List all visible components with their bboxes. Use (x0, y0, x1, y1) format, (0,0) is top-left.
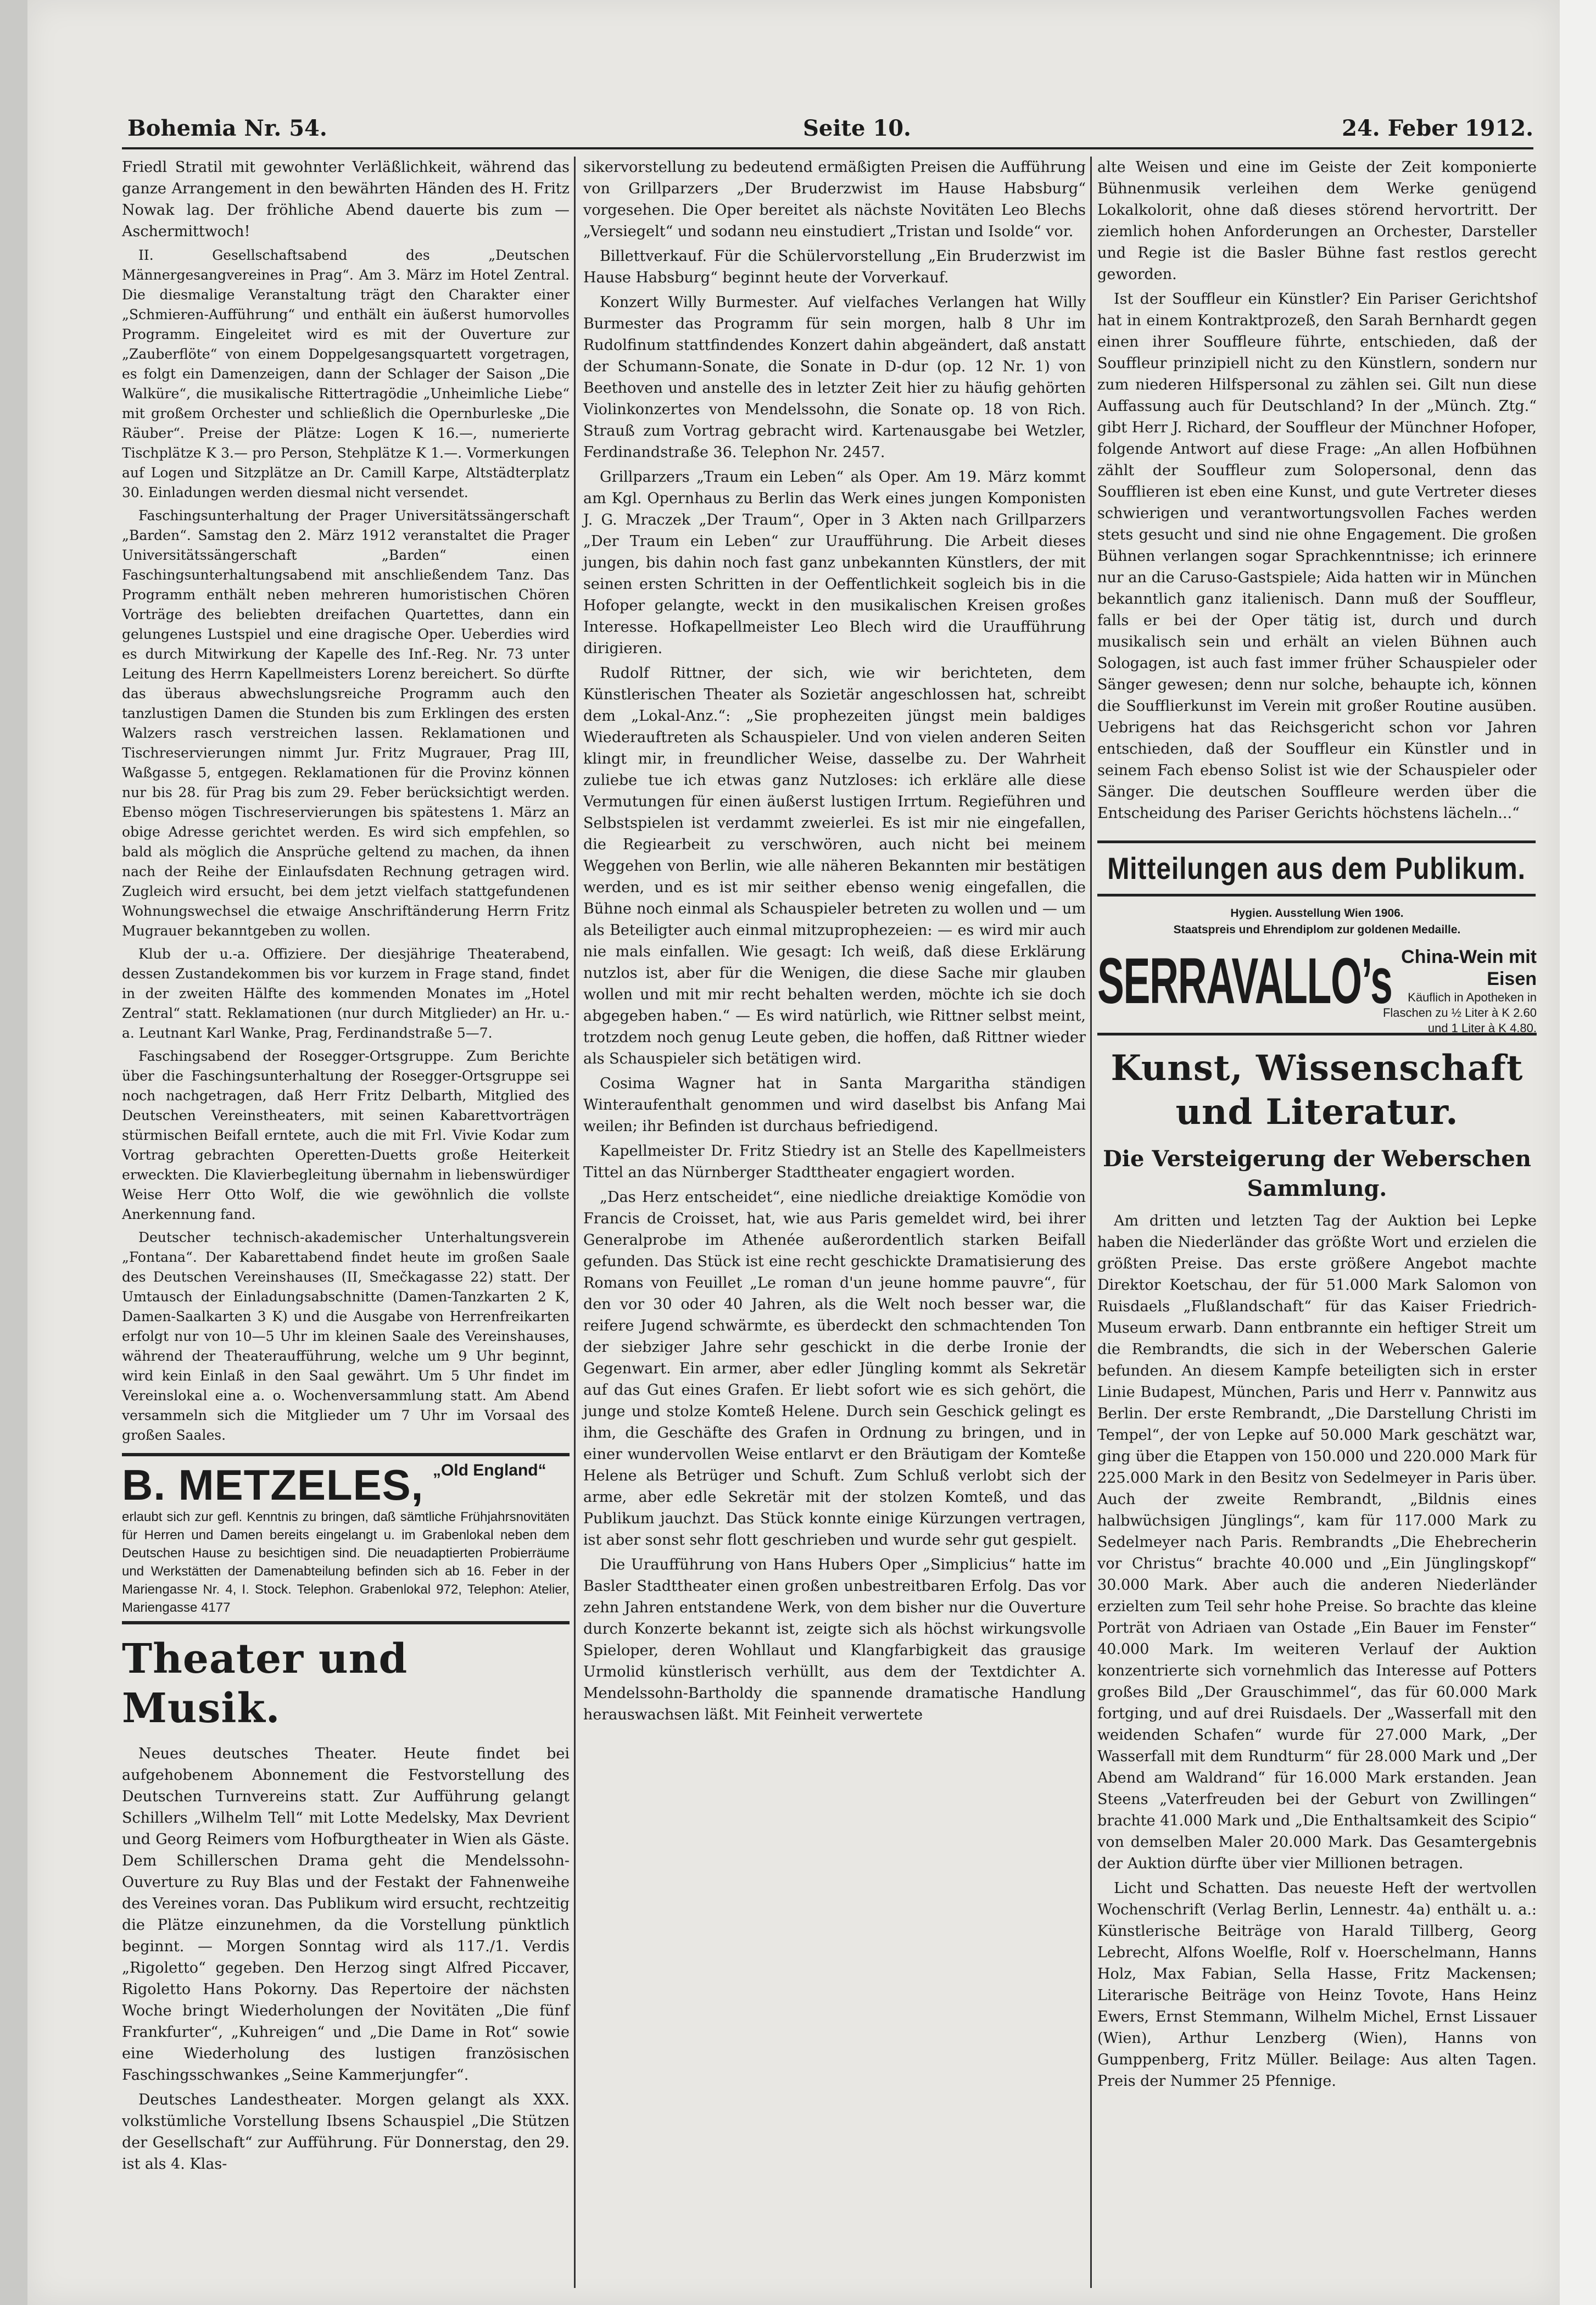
page-header (127, 110, 1533, 148)
article-basler-buehne: alte Weisen und eine im Geiste der Zeit komponierte Bühnenmusik verleihen dem Werke genügend Lokalkolorit, ohne daß dieses störend hervortritt. Der ziemlich hohen Anforderungen an Orchester, Darsteller und Regie ist die Basler Bühne fast restlos gerecht geworden. (1097, 159, 1537, 283)
article-maennergesangverein: II. Gesellschaftsabend des „Deutschen Männergesangvereines in Prag“. Am 3. März im Hotel Zentral. Die diesmalige Veranstaltung trägt den Charakter einer „Schmieren-Aufführung“ und enthält ein äußerst humorvolles Programm. Eingeleitet wird es mit der Ouverture zur „Zauberflöte“ von einem Doppelgesangsquartett vorgetragen, es folgt ein Damenzeigen, dann der Schlager der Saison „Die Walküre“, die musikalische Rittertragödie „Unheimliche Liebe“ mit großem Orchester und schließlich die Opernburleske „Die Räuber“. Preise der Plätze: Logen K 16.—, numerierte Tischplätze K 3.— pro Person, Stehplätze K 1.—. Vormerkungen auf Logen und Sitzplätze an Dr. Camill Karpe, Altstädterplatz 30. Einladungen werden diesmal nicht versendet. (122, 247, 570, 500)
article-traum-ein-leben: Grillparzers „Traum ein Leben“ als Oper. Am 19. März kommt am Kgl. Opernhaus zu Berlin das Werk eines jungen Komponisten J. G. Mraczek „Der Traum“, Oper in 3 Akten nach Grillparzers „Der Traum ein Leben“ zur Uraufführung. Die Arbeit dieses jungen, bis dahin noch fast ganz unbekannten Künstlers, der mit seinen ersten Schritten in der Oeffentlichkeit sogleich bis in die Hofoper gelangte, weckt in den musikalischen Kreisen großes Interesse. Hofkapellmeister Leo Blech wird die Uraufführung dirigieren. (583, 469, 1086, 657)
article-rosegger: Faschingsabend der Rosegger-Ortsgruppe. Zum Berichte über die Faschingsunterhaltung der Rosegger-Ortsgruppe sei noch nachgetragen, daß Herr Fritz Delbarth, Mitglied des Deutschen Vereinstheaters, mit seinen Kabarettvorträgen stürmischen Beifall erntete, auch die mit Frl. Vivie Kodar zum Vortrag gebrachten Operetten-Duetts große Heiterkeit erweckten. Die Klavierbegleitung übernahm in liebenswürdiger Weise Herr Otto Wolf, die wie gewöhnlich die vollste Anerkennung fand. (122, 1048, 570, 1222)
scan-edge-left (0, 0, 27, 2305)
column-rule-1 (574, 157, 576, 2288)
article-herz-entscheidet: „Das Herz entscheidet“, eine niedliche dreiaktige Komödie von Francis de Croisset, hat, wie aus Paris gemeldet wird, bei ihrer Generalprobe im Athenée außerordentlich starken Beifall gefunden. Das Stück ist eine recht geschickte Dramatisierung des Romans von Feuillet „Le roman d'un jeune homme pauvre“, für den vor 30 oder 40 Jahren, als die Welt noch besser war, die reifere Jugend schwärmte, es überdeckt den schmachtenden Ton der siebziger Jahre sehr geschickt in die derbe Ironie der Gegenwart. Ein armer, aber edler Jüngling kommt als Sekretär auf das Gut eines Grafen. Er liebt sofort wie es sich gehört, die junge und stolze Komteß Helene. Durch sein Geschick gelingt es ihm, die Geschäfte des Grafen in Ordnung zu bringen, und in einer wundervollen Weise entlarvt er den Bräutigam der Komteße Helene als Betrüger und Schuft. Zum Schluß verlobt sich der arme, aber edle Sekretär mit der stolzen Komteß, und das Publikum jauchzt. Das Stück konnte einige Kürzungen vertragen, ist aber sonst sehr flott geschrieben und wurde sehr gut gespielt. (583, 1189, 1086, 1549)
section-title-kunst: Kunst, Wissenschaft und Literatur. (1110, 1048, 1524, 1133)
ad-serravallo-tag (1372, 946, 1537, 1036)
column-3 (1097, 157, 1537, 2288)
article-offiziere: Klub der u.-a. Offiziere. Der diesjährige Theaterabend, dessen Zustandekommen bis vor kurzem in Frage stand, findet in der zweiten Hälfte des kommenden Monates im „Hotel Zentral“ statt. Reklamationen (nur durch Mitglieder) an Hr. u.-a. Leutnant Karl Wanke, Prag, Ferdinandstraße 5—7. (122, 946, 570, 1041)
section-title-publikum: Mitteilungen aus dem Publikum. (1097, 840, 1536, 897)
article-barden: Faschingsunterhaltung der Prager Universitätssängerschaft „Barden“. Samstag den 2. März 1912 veranstaltet die Prager Universitätssängerschaft „Barden“ einen Faschingsunterhaltungsabend mit anschließendem Tanz. Das Programm enthält neben mehreren humoristischen Chören Vorträge des beliebten dreifachen Quartettes, dann ein gelungenes Lustspiel und eine dragische Oper. Ueberdies wird es durch Mitwirkung der Kapelle des Inf.-Reg. Nr. 73 unter Leitung des Herrn Kapellmeisters Lorenz bereichert. So dürfte das überaus abwechslungsreiche Programm auch den tanzlustigen Damen die Stunden bis zum Erklingen des ersten Walzers rasch verstreichen lassen. Reklamationen und Tischreservierungen nimmt Jur. Fritz Mugrauer, Prag III, Waßgasse 5, entgegen. Reklamationen für die Provinz können nur bis 28. für Prag bis zum 29. Feber berücksichtigt werden. Ebenso mögen Tischreservierungen bis spätestens 1. März an obige Adresse gerichtet werden. Es wird sich empfehlen, so bald als möglich die Ansprüche geltend zu machen, da ihnen nach der Reihe der Einlaufsdaten Rechnung getragen wird. Zugleich wird ersucht, bei dem jetzt vielfach stattgefundenen Wohnungswechsel die etwaige Anschriftänderung Herrn Fritz Mugrauer bekanntgeben zu wollen. (122, 508, 570, 939)
article-fontana: Deutscher technisch-akademischer Unterhaltungsverein „Fontana“. Der Kabarettabend findet heute im großen Saale des Deutschen Vereinshauses (II, Smečkagasse 22) statt. Der Umtausch der Einladungsabschnitte (Damen-Tanzkarten 2 K, Damen-Saalkarten 3 K) und die Ausgabe von Herrenfreikarten erfolgt nur von 10—5 Uhr im kleinen Saale des Vereinshauses, während der Theateraufführung, welche um 9 Uhr beginnt, wird kein Einlaß in den Saal gewährt. Um 5 Uhr findet im Vereinslokal eine a. o. Wochenversammlung statt. Am Abend versammeln sich die Mitglieder um 7 Uhr im Vorsaal des großen Saales. (122, 1229, 570, 1443)
article-stiedry: Kapellmeister Dr. Fritz Stiedry ist an Stelle des Kapellmeisters Tittel an das Nürnberger Stadttheater engagiert worden. (583, 1143, 1086, 1181)
scan-edge-right (1560, 0, 1596, 2305)
article-burmester: Konzert Willy Burmester. Auf vielfaches Verlangen hat Willy Burmester das Programm für sein morgen, halb 8 Uhr im Rudolfinum stattfindendes Konzert dahin abgeändert, daß anstatt der Schumann-Sonate, die Sonate in D-dur (op. 12 Nr. 1) von Beethoven und anstelle des in letzter Zeit hier zu häufig gehörten Violinkonzertes von Mendelssohn, die Sonate op. 18 von Rich. Strauß zum Vortrag gebracht wird. Kartenausgabe bei Wetzler, Ferdinandstraße 36. Telephon Nr. 2457. (583, 294, 1086, 461)
article-billettverkauf: Billettverkauf. Für die Schülervorstellung „Ein Bruderzwist im Hause Habsburg“ beginnt heute der Vorverkauf. (583, 248, 1086, 286)
article-souffleur: Ist der Souffleur ein Künstler? Ein Pariser Gerichtshof hat in einem Kontraktprozeß, den Sarah Bernhardt gegen einen ihrer Souffleure führte, entschieden, daß der Souffleur prinzipiell nicht zu den Künstlern, sondern nur zum niederen Hilfspersonal zu zählen sei. Gilt nun diese Auffassung auch für Deutschland? In der „Münch. Ztg.“ gibt Herr J. Richard, der Souffleur der Münchner Hofoper, folgende Antwort auf diese Frage: „An allen Hofbühnen zählt der Souffleur zum Solopersonal, denn das Soufflieren ist eben eine Kunst, und gute Vertreter dieses schwierigen und verantwortungsvollen Faches werden stets gesucht und sind nie ohne Engagement. Die großen Bühnen verlangen sogar Sprachkenntnisse; ich erinnere nur an die Caruso-Gastspiele; Aida hatten wir in München bekanntlich ganz italienisch. Dann muß der Souffleur, falls er bei der Oper tätig ist, durch und durch musikalisch sein und erhält an vielen Bühnen auch Sologagen, ist auch fast immer früher Schauspieler oder Sänger gewesen; denn nur solche, behaupte ich, können die Soufflierkunst im Verein mit großer Routine ausüben. Uebrigens hat das Reichsgericht schon vor Jahren entschieden, daß der Souffleur ein Künstler und in seinem Fach ebenso Solist ist wie der Schauspieler oder Sänger. Die deutschen Souffleure werden über die Entscheidung des Pariser Gerichts höchstens lächeln...“ (1097, 291, 1537, 822)
ad-metzeles (122, 1453, 570, 1624)
article-versteigerung: Am dritten und letzten Tag der Auktion bei Lepke haben die Niederländer das größte Wort und erzielen die größten Preise. Das erste größere Angebot machte Direktor Koetschau, der für 51.000 Mark Salomon von Ruisdaels „Flußlandschaft“ für das Kaiser Friedrich-Museum erwarb. Dann entbrannte ein heftiger Streit um die Rembrandts, die sich in der Weberschen Galerie befunden. An diesem Kampfe beteiligten sich in erster Linie Budapest, München, Paris und Herr v. Pannwitz aus Berlin. Der erste Rembrandt, „Die Darstellung Christi im Tempel“, der von Lepke auf 50.000 Mark geschätzt war, ging über die Etappen von 150.000 und 220.000 Mark für 225.000 Mark in den Besitz von Sedelmeyer in Paris über. Auch der zweite Rembrandt, „Bildnis eines halbwüchsigen Jünglings“, kam für 117.000 Mark zu Sedelmeyer nach Paris. Rembrandts „Die Ehebrecherin vor Christus“ brachte 40.000 und „Ein Jünglingskopf“ 30.000 Mark. Aber auch die anderen Niederländer erzielten zum Teil sehr hohe Preise. So brachte das kleine Porträt von Adriaen van Ostade „Ein Bauer im Fenster“ 40.000 Mark. Im weiteren Verlauf der Auktion konzentrierte sich vornehmlich das Interesse auf Potters großes Bild „Der Grauschimmel“, das für 60.000 Mark fortging, und auf drei Ruisdaels. Der „Wasserfall mit den weidenden Schafen“ wurde für 27.000 Mark, „Der Wasserfall mit dem Rundturm“ für 28.000 Mark und „Der Abend am Waldrand“ für 16.000 Mark erstanden. Jean Steens „Vaterfreuden bei der Geburt von Zwillingen“ brachte 41.000 Mark und „Die Enthaltsamkeit des Scipio“ von demselben Maler 20.000 Mark. Das Gesamtergebnis der Auktion dürfte über vier Millionen betragen. (1097, 1212, 1537, 1872)
section-title-theater: Theater und Musik. (122, 1635, 408, 1732)
ad-serravallo-brand-row (1097, 943, 1537, 1035)
header-masthead: Bohemia Nr. 54. (127, 115, 327, 141)
article-cosima-wagner: Cosima Wagner hat in Santa Margaritha ständigen Winteraufenthalt genommen und wird daselbst bis Anfang Mai weilen; ihr Befinden ist durchaus befriedigend. (583, 1075, 1086, 1135)
column-1 (122, 157, 570, 2288)
ad-serravallo-product: China-Wein mit Eisen (1401, 947, 1537, 989)
ad-serravallo-details: Käuflich in Apotheken in Flaschen zu ½ Liter à K 2.60 und 1 Liter à K 4.80. (1382, 990, 1537, 1035)
article-neues-theater: Neues deutsches Theater. Heute findet bei aufgehobenem Abonnement die Festvorstellung des Deutschen Turnvereins statt. Zur Aufführung gelangt Schillers „Wilhelm Tell“ mit Lotte Medelsky, Max Devrient und Georg Reimers vom Hofburgtheater in Wien als Gäste. Dem Schillerschen Drama geht die Mendelssohn-Ouverture zu Ruy Blas und der Festakt der Fahnenweihe des Vereines voran. Das Publikum wird ersucht, rechtzeitig die Plätze einzunehmen, da die Vorstellung pünktlich beginnt. — Morgen Sonntag wird als 117./1. Verdis „Rigoletto“ gegeben. Den Herzog singt Alfred Piccaver, Rigoletto Hans Pokorny. Das Repertoire der nächsten Woche bringt Wiederholungen der Novitäten „Die fünf Frankfurter“, „Kuhreigen“ und „Die Dame in Rot“ sowie eine Wiederholung des lustigen französischen Faschingsschwankes „Seine Kammerjungfer“. (122, 1745, 570, 2084)
ad-serravallo (1097, 905, 1537, 1035)
article-licht-und-schatten: Licht und Schatten. Das neueste Heft der wertvollen Wochenschrift (Verlag Berlin, Lennestr. 4a) enthält u. a.: Künstlerische Beiträge von Harald Tillberg, Georg Lebrecht, Alfons Woelfle, Rolf v. Hoerschelmann, Hanns Holz, Max Fabian, Sella Hasse, Fritz Mackensen; Literarische Beiträge von Heinz Tovote, Hans Heinz Ewers, Ernst Stemmann, Wilhelm Michel, Ernst Lissauer (Wien), Arthur Lenzberg (Wien), Hanns von Gumppenberg, Fritz Müller. Beilage: Aus alten Tagen. Preis der Nummer 25 Pfennige. (1097, 1880, 1537, 2090)
article-simplicius: Die Uraufführung von Hans Hubers Oper „Simplicius“ hatte im Basler Stadttheater einen großen unbestreitbaren Erfolg. Das vor zehn Jahren entstandene Werk, von dem bisher nur die Ouverture durch Konzerte bekannt ist, zeigte sich als höchst wirkungsvolle Spieloper, deren Wohllaut und Klangfarbigkeit das grausige Urmolid künstlerisch verhüllt, aus dem der Textdichter A. Mendelssohn-Bartholdy die spannende dramatische Handlung herauswachsen läßt. Mit Feinheit verwertete (583, 1556, 1086, 1723)
header-page-number: Seite 10. (803, 115, 911, 141)
ad-metzeles-text: erlaubt sich zur gefl. Kenntnis zu bringen, daß sämtliche Frühjahrsnovitäten für Herren und Damen bereits eingelangt u. im Grabenlokal neben dem Deutschen Hause zu besichtigen sind. Die neuadaptierten Probierräume und Werkstätten der Damenabteilung befinden sich ab 16. Feber in der Mariengasse Nr. 4, I. Stock. Telephon. Grabenlokal 972, Telephon: Atelier, Mariengasse 4177 (122, 1510, 570, 1615)
ad-serravallo-exhibition: Hygien. Ausstellung Wien 1906. (1230, 907, 1404, 920)
column-rule-2 (1090, 157, 1092, 2288)
header-rule (122, 147, 1533, 149)
article-klassikervorstellung: sikervorstellung zu bedeutend ermäßigten Preisen die Aufführung von Grillparzers „Der Bruderzwist im Hause Habsburg“ vorgesehen. Die Oper bereitet als nächste Novitäten Leo Blechs „Versiegelt“ und sodann neu einstudiert „Tristan und Isolde“ vor. (583, 159, 1086, 240)
article-landestheater: Deutsches Landestheater. Morgen gelangt als XXX. volkstümliche Vorstellung Ibsens Schauspiel „Die Stützen der Gesellschaft“ zur Aufführung. Für Donnerstag, den 29. ist als 4. Klas- (122, 2091, 570, 2173)
ad-metzeles-subbrand: „Old England“ (432, 1461, 546, 1479)
article-rittner: Rudolf Rittner, der sich, wie wir berichteten, dem Künstlerischen Theater als Sozietär angeschlossen hat, schreibt dem „Lokal-Anz.“: „Sie prophezeiten jüngst mein baldiges Wiederauftreten als Schauspieler. Und von vielen anderen Seiten klingt mir, in freundlicher Weise, dasselbe zu. Der Wahrheit zuliebe tue ich etwas ganz Nutzloses: ich erkläre alle diese Vermutungen für einen äußerst lustigen Irrtum. Regieführen und Selbstspielen ist verdammt zweierlei. Es ist mir nie eingefallen, die Regiearbeit zu verschwören, auch nicht bei meinem Weggehen von Berlin, wie alle näheren Bekannten mir bestätigen werden, und es ist mir seither ebenso wenig eingefallen, die Bühne noch einmal als Schauspieler betreten zu wollen und — um als Beteiligter auch einmal mitzuprophezeien: — es wird mir auch nie mals einfallen. Wie gesagt: Ich weiß, daß diese Erklärung nutzlos ist, aber für die Wenigen, die diese Sache mir glauben wollen und mit mir recht behalten werden, möchte ich sie doch abgegeben haben.“ — Es wird natürlich, wie Rittner selbst meint, trotzdem noch genug Leute geben, die hoffen, daß Rittner wieder als Schauspieler sich betätigen wird. (583, 665, 1086, 1067)
column-2 (583, 157, 1086, 2288)
ad-metzeles-brand: B. METZELES, (122, 1461, 424, 1509)
ad-serravallo-award: Staatspreis und Ehrendiplom zur goldenen Medaille. (1173, 923, 1461, 936)
article-stratil: Friedl Stratil mit gewohnter Verläßlichkeit, während das ganze Arrangement in den bewährten Händen des H. Fritz Nowak lag. Der fröhliche Abend dauerte bis zum — Aschermittwoch! (122, 159, 570, 240)
header-date: 24. Feber 1912. (1342, 115, 1533, 141)
ad-serravallo-brand: SERRAVALLO’s (1097, 945, 1392, 1017)
article-title-versteigerung: Die Versteigerung der Weberschen Sammlung. (1103, 1146, 1531, 1201)
